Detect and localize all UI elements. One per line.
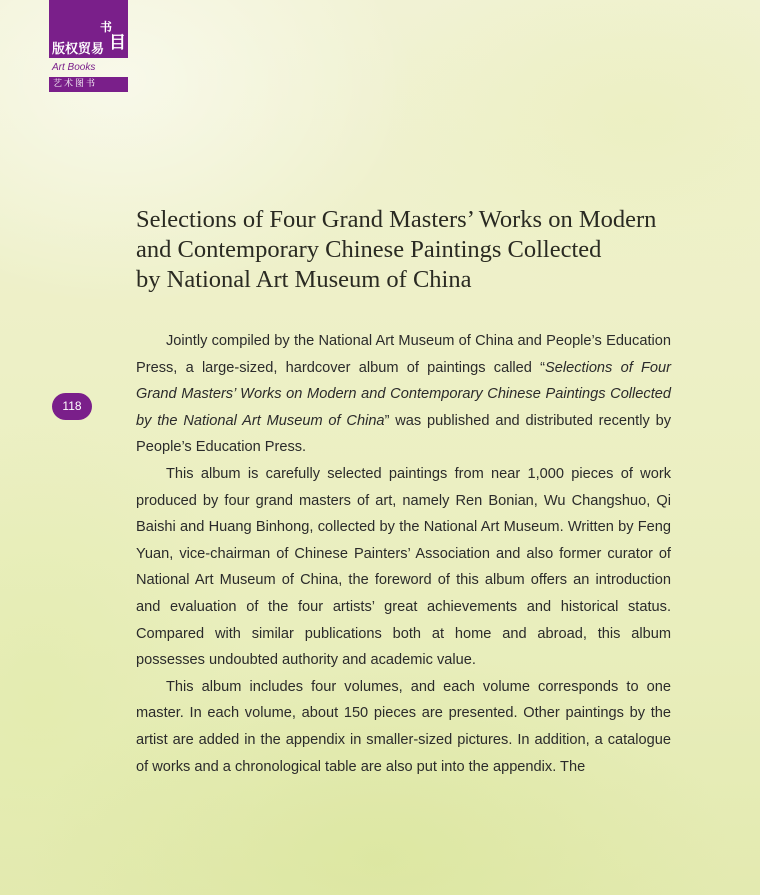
paragraph-1-start: Jointly compiled by the National Art Museum of China and People’s Education Press, a large-sized, hardcover album of paintings called “ [136, 333, 671, 376]
page-number: 118 [52, 393, 92, 420]
article-body [136, 328, 671, 780]
section-label-en: Art Books [52, 62, 96, 73]
section-char-top: 书 [99, 20, 112, 34]
paragraph-1 [136, 328, 671, 461]
paragraph-1-end: ” was published and distributed recently by People’s Education Press. [136, 412, 671, 456]
sub-section-label: 艺术图书 [49, 77, 128, 92]
article-title [136, 205, 696, 295]
title-line: and Contemporary Chinese Paintings Collected [136, 236, 602, 263]
paragraph-3: This album includes four volumes, and each volume corresponds to one master. In each volume, about 150 pieces are presented. Other paintings by the artist are added in the appendix in smaller-sized pictures. In addition, a catalogue of works and a chronological table are also put into the appendix. The [136, 678, 671, 775]
paragraph-2: This album is carefully selected paintings from near 1,000 pieces of work produced by four grand masters of art, namely Ren Bonian, Wu Changshuo, Qi Baishi and Huang Binhong, collected by the National Art Museum. Written by Feng Yuan, vice-chairman of Chinese Painters’ Association and also former curator of National Art Museum of China, the foreword of this album offers an introduction and evaluation of the four artists’ great achievements and historical status. Compared with similar publications both at home and abroad, this album possesses undoubted authority and academic value. [136, 465, 671, 669]
section-badge [49, 0, 128, 58]
book-title-italic: Selections of Four Grand Masters’ Works on Modern and Contemporary Chinese Paintings Collected by the National Art Museum of China [136, 359, 671, 429]
section-char-main: 目 [109, 33, 126, 53]
section-label-cn: 版权贸易 [52, 42, 105, 57]
title-line: Selections of Four Grand Masters’ Works on Modern [136, 206, 657, 233]
title-line: by National Art Museum of China [136, 266, 472, 293]
